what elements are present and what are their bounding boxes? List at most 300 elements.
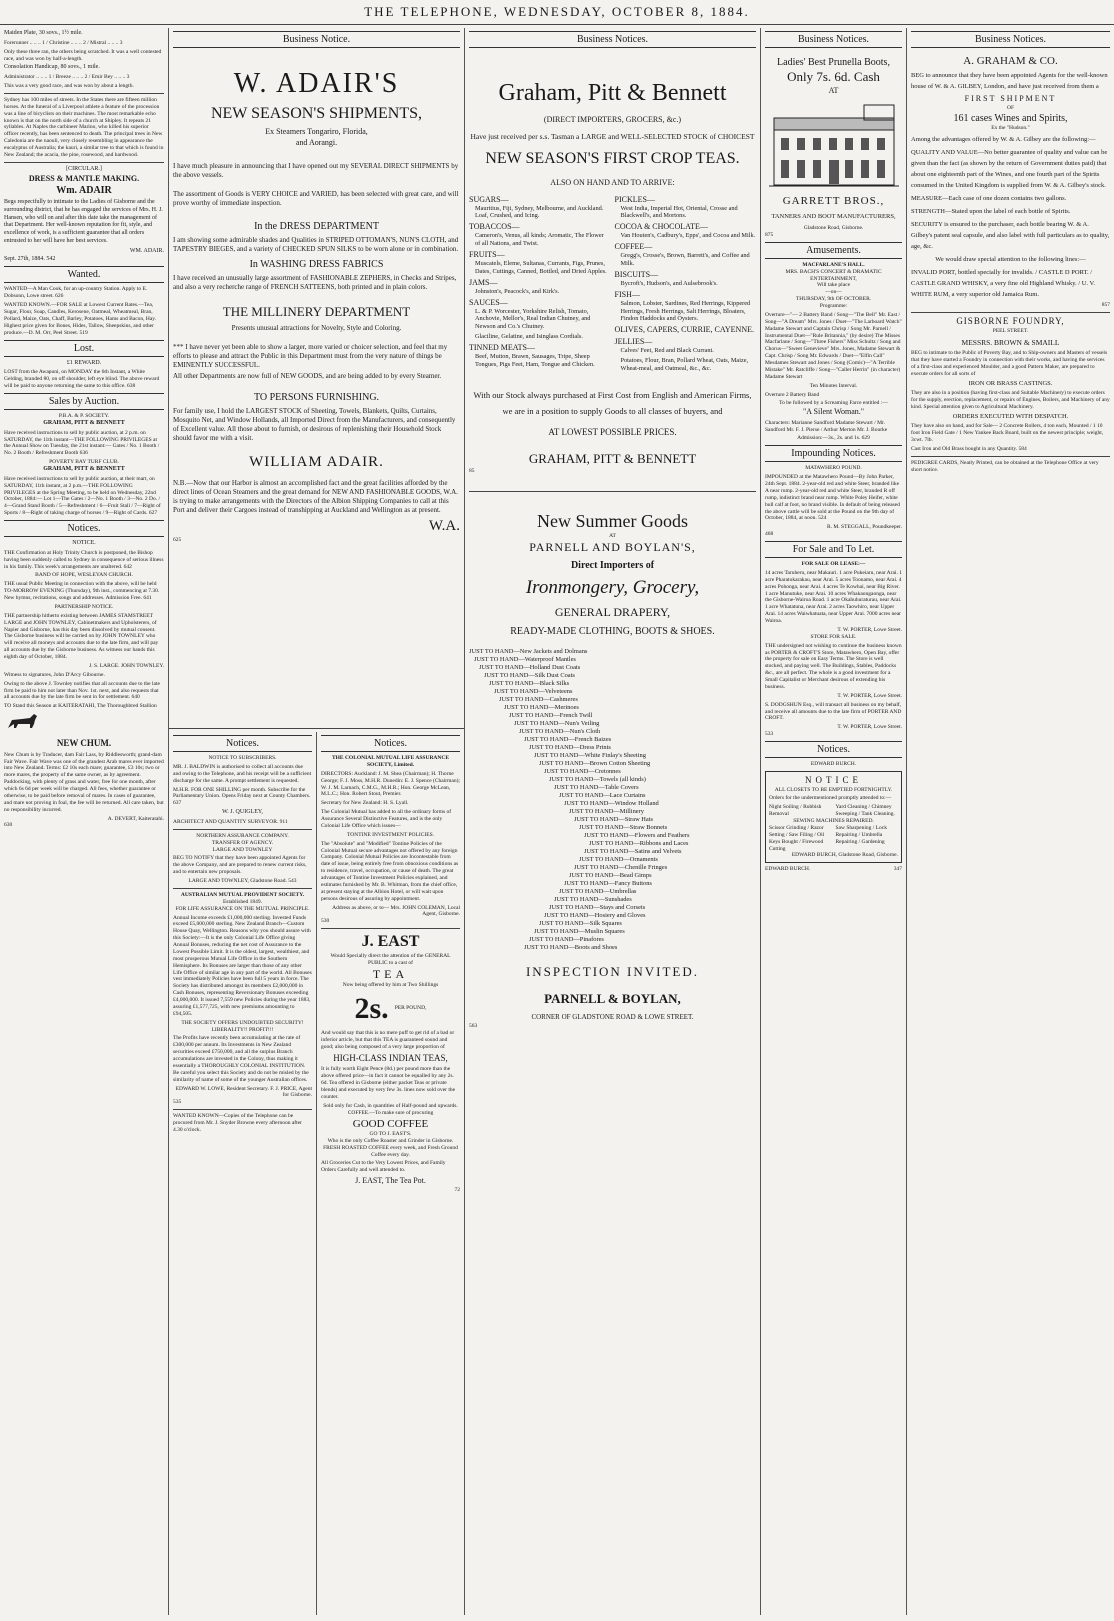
wanted-ad: WANTED KNOWN—Copies of the Telephone can be procured from Mr. J. Snyder Browne every afternoon after 4.30 o'clock. [173, 1113, 302, 1133]
concert-title: MRS. BACH'S CONCERT & DRAMATIC ENTERTAINMENT, [785, 268, 882, 282]
section-heading: Sales by Auction. [4, 393, 164, 410]
section-heading: Notices. [321, 735, 460, 752]
divider [911, 312, 1110, 313]
gpb-list-left [469, 195, 611, 375]
burch-services-right: Yard Cleaning / Chimney Sweeping / Tank Cleaning. [835, 804, 895, 818]
wanted-ad: WANTED—A Man Cook, for an up-country Station. Apply to E. Dobsonn, Lowe street. 626 [4, 286, 148, 300]
auction-body: Have received instructions to sell by public auction, at their mart, on SATURDAY, 11th instant, at 2 p.m.—THE FOLLOWING PRIVILEGES at the Spring Meeting, to be held on Wednesday, 22nd October, 1884:— Lot 1—The Gates / 2—No. 1 Booth / 3—No. 2 Do. / 4—Grand Stand Booth / 5—Refreshment / 6—Fruit Stall / 7—Right of Sports / 8—Right of taking charge of horses / 9—Right of Cards. 627 [4, 475, 161, 517]
adair-dept: TO PERSONS FURNISHING. [253, 392, 380, 404]
gpb-sign: GRAHAM, PITT & BENNETT [528, 450, 697, 466]
concert-farce: "A Silent Woman." [802, 407, 865, 417]
just-to-hand-item: JUST TO HAND—Stays and Corsets [549, 903, 646, 911]
section-heading: Notices. [4, 520, 164, 537]
notice-head: NOTICE TO SUBSCRIBERS. [208, 755, 277, 761]
building-engraving [769, 100, 899, 190]
horse-icon [4, 712, 44, 734]
adair-p1: I have much pleasure in announcing that I have opened out my SEVERAL DIRECT SHIPMENTS by the above vessels. [173, 161, 459, 180]
sale-sign: T. W. PORTER, Lowe Street. [837, 626, 902, 633]
section-heading: For Sale and To Let. [765, 541, 902, 558]
grocery-heading: SAUCES— [469, 297, 508, 307]
graham-quality: QUALITY AND VALUE—No better guarantee of quality and value can be given than the fact (as shown by the return of Government duties paid) that about one eighteenth part of the Wines, and one fourth part of the Spirits consumed in the United Kingdom is supplied from W. & A. Gilbey's stock. [911, 148, 1108, 189]
architect-body: ARCHITECT AND QUANTITY SURVEYOR. 911 [173, 818, 288, 825]
gpb-title: Graham, Pitt & Bennett [498, 80, 727, 106]
section-heading: Business Notice. [173, 31, 460, 48]
foundry-body: They are also in a position (having first-class and Suitable Machinery) to execute orders for the supply, erection, replacement, or repairs of Engines, Boilers, and Machinery of any kind. Special attention given to Agricultural Machinery. [911, 390, 1110, 411]
grocery-items: Bycroft's, Hudson's, and Aulsebrook's. [620, 279, 718, 287]
amp-life: FOR LIFE ASSURANCE ON THE MUTUAL PRINCIPLE. [175, 905, 310, 912]
amp-body: The Profits have recently been accumulating at the rate of £300,000 per annum. Its Investments in New Zealand securities exceed £750,000, and all the surplus Branch accumulations are invested in the Colony, thus making it essentially a THOROUGHLY COLONIAL INSTITUTION. Be careful you select this Society and do not be misled by the similarity of name of some of the younger Australian offices. [173, 1035, 309, 1083]
graham-strength: STRENGTH—Stated upon the label of each bottle of Spirits. [911, 207, 1071, 215]
gpb-lowest: AT LOWEST POSSIBLE PRICES. [548, 427, 677, 438]
grocery-items: West India, Imperial Hot, Oriental, Crosse and Blackwell's, and Mortons. [620, 204, 738, 220]
dress-body: Begs respectfully to intimate to the Ladies of Gisborne and the surrounding district, that he has engaged the services of Mrs. H. J. Hansen, who will on and after this date take the management of that Department. Her well-known reputation for fit, style, and excellence of work, is a sufficient guarantee that all orders entrusted to her will have her best services. [4, 199, 163, 245]
notice-sign: J. S. LARGE. JOHN TOWNLEY. [89, 662, 164, 669]
column-1 [0, 28, 168, 1615]
concert-admission: Admission:—3s., 2s. and 1s. 629 [797, 435, 870, 442]
graham-lines: INVALID PORT, bottled specially for invalids. / CASTLE D PORT. / CASTLE GRAND WHISKY, a very fine old Highland Whisky. / U. V. WHITE RUM, a very superior old Jamaica Rum. [911, 269, 1096, 299]
store-body: S. DODGSHUN Esq., will transact all business on my behalf, and receive all amounts due to the late firm of PORTER AND CROFT. [765, 701, 902, 722]
divider [469, 491, 756, 492]
burch-services-left: Night Soiling / Rubbish Removal [769, 804, 822, 818]
grocery-heading: TINNED MEATS— [469, 342, 535, 352]
just-to-hand-item: JUST TO HAND—Umbrellas [559, 887, 637, 895]
auctioneer-name: GRAHAM, PITT & BENNETT [43, 466, 125, 472]
just-to-hand-item: JUST TO HAND—Straw Bonnets [579, 823, 668, 831]
divider [4, 162, 164, 163]
concert-interval: Ten Minutes Interval. [809, 382, 858, 389]
sale-body: 14 acres Taruheru, near Makauri. 1 acre Pukeiaru, near Arai. 1 acre Pharatokarakau, near Arai. 5 acres Toonamo, near Arai. 4 acres Pohonga, near Arai. 4 acres Te Kowhai, near Big River. 1 acre Manutuke, near Arai. 10 acres Whakaongaonga, near the Gisborne-Wairoa Road. 1 acre Okahuhuraturau, near Arai. 1 acre Whatatuna, near Arai. 2 acres Taowhiro, near Upper Arai. 14 acres Waiwhatuata, near Upper Arai. 7000 acres near Wairoa. [765, 569, 902, 625]
masthead: THE TELEPHONE, WEDNESDAY, OCTOBER 8, 1884. [0, 0, 1114, 25]
adair-ex: and Aorangi. [295, 137, 338, 147]
cml-secretary: Secretary for New Zealand: H. S. Lyall. [321, 800, 409, 807]
divider [173, 1109, 312, 1110]
grocery-items: Gregg's, Crosse's, Brown, Barrett's, and Coffee and Milk. [620, 252, 750, 267]
store-head: STORE FOR SALE. [810, 633, 857, 640]
graham-measure: MEASURE—Each case of one dozen contains two gallons. [911, 194, 1067, 202]
dress-name: Wm. ADAIR [56, 185, 112, 197]
adair-p2: The assortment of Goods is VERY CHOICE and VARIED, has been selected with great care, and will prove worthy of immediate inspection. [173, 190, 459, 208]
adair-nb: N.B.—Now that our Harbor is almost an accomplished fact and the great facilities afforded by the direct lines of Ocean Steamers and the great demand for NEW AND FASHIONABLE GOODS, W.A. is trying to make arrangements with the Directors of the Albion Shipping Companies to call at this Port and deliver their Cargoes instead of transhipping at Auckland and Wellington as at present. [173, 478, 458, 515]
column-4 [761, 28, 906, 1615]
east-per: PER POUND, [394, 1005, 427, 1012]
divider [321, 928, 460, 929]
grocery-entry [469, 222, 611, 248]
cml-tontine: TONTINE INVESTMENT POLICIES. [346, 831, 435, 838]
race-note: Only these three ran, the others being scratched. It was a well contested race, and was won by half-a-length. [4, 48, 162, 62]
just-to-hand-item: JUST TO HAND—Fancy Buttons [564, 879, 652, 887]
grocery-entry [615, 270, 757, 288]
stallion-body: New Chum is by Traducer, dam Fair Lass, by Riddlesworth; grand-dam Fair Wave. Fair Wave was one of the grandest Arab mares ever imported into New Zealand. Terms: £2 10s each mare; guarantee, £3 10s; two or more mares, the property of the same owner, as by agreement. Paddocking, with plenty of grass and water, free for one month, after which 6s 6d per week will be charged. All fees, whether guarantee or otherwise, to be paid before removal of mares. In cases of guarantee, and mare not proving in foal, the fee will be returned. All care taken, but no responsibility incurred. [4, 751, 164, 813]
notice-head: TRANSFER OF AGENCY. [211, 839, 274, 846]
hall-name: MACFARLANE'S HALL. [802, 261, 865, 268]
lost-title: £1 REWARD. [66, 359, 102, 366]
foundry-despatch: ORDERS EXECUTED WITH DESPATCH. [952, 412, 1069, 420]
store-sign: T. W. PORTER, Lowe Street. [837, 724, 902, 731]
pb-direct: Direct Importers of [570, 560, 655, 572]
concert-items: Overture—"— 2 Battery Band / Song—"The Bell" Mr. East / Song—"A Dream" Mrs. Jones / Duet—"The Larboard Watch" Madame Stewart and Captain Chrisp / Song Mr. Parnell / Instrumental Duet—"Rule Britannia," (by desire) The Misses Macfarlane / Song—"Three Fishers" Miss Schultz / Song and Chorus—"Sweet Genevieve" Mrs. Jones, Madame Stewart & Capt. Chrisp / Song Mr. Edwards / Duet—"Elfin Call" Mesdames Stewart and Jones / Song (Comic)—"A Terrible Mistake" Mr. Ratcliffe / Song—"Caller Herrin" (in character) Madame Stewart [765, 311, 902, 380]
graham-draw: We would draw special attention to the following lines:— [935, 256, 1086, 263]
adair-sign: WILLIAM ADAIR. [249, 454, 384, 471]
section-heading: Notices. [173, 735, 312, 752]
grocery-heading: BISCUITS— [614, 269, 659, 279]
column-3 [465, 28, 760, 1615]
adair-dept: In WASHING DRESS FABRICS [249, 258, 384, 270]
foundry-cast: Cast Iron and Old Brass bought in any Quantity. 584 [911, 446, 1027, 452]
grocery-entry [615, 337, 757, 355]
grocery-items: Potatoes, Flour, Bran, Pollard Wheat, Oats, Maize, Wheat-meal, and Oatmeal, &c., &c. [620, 357, 749, 372]
just-to-hand-item: JUST TO HAND—Cashmeres [499, 695, 578, 703]
just-to-hand-item: JUST TO HAND—Muslin Squares [534, 927, 625, 935]
race-results: Forerunner .. .. .. 1 / Christine .. .. .. 2 / Mistral .. .. .. 3 [4, 39, 123, 46]
cml-heading: THE COLONIAL MUTUAL LIFE ASSURANCE SOCIETY, Limited. [331, 755, 450, 768]
east-now: Now being offered by him at Two Shillings [342, 982, 439, 989]
concert-date: THURSDAY, 9th OF OCTOBER. [795, 296, 872, 303]
circular-label: [CIRCULAR.] [66, 165, 102, 172]
east-body: It is fully worth Eight Pence (8d.) per pound more than the above offered price—in fact it cannot be equalled by any 2s. 6d. Tea offered in Gisborne (either packet Teas or private blends) and executed by very few 3s. lines now sold over the counter. [321, 1066, 456, 1100]
burch-box [765, 771, 902, 863]
just-to-hand-item: JUST TO HAND—Table Covers [554, 783, 639, 791]
adair-subtitle: NEW SEASON'S SHIPMENTS, [210, 105, 423, 123]
just-to-hand-item: JUST TO HAND—Merinoes [504, 703, 579, 711]
just-to-hand-item: JUST TO HAND—Towels (all kinds) [549, 775, 646, 783]
grocery-entry [615, 195, 757, 221]
ad-number: 72 [454, 1186, 460, 1193]
burch-footer: EDWARD BURCH. [765, 866, 811, 873]
adair-body: Presents unusual attractions for Novelty, Style and Coloring. [231, 323, 402, 332]
impound-head: MATAWHERO POUND. [805, 465, 862, 472]
stallion-name: NEW CHUM. [56, 738, 112, 749]
adair-initials: W.A. [428, 518, 460, 535]
just-to-hand-item: JUST TO HAND—French Twill [509, 711, 593, 719]
store-body: THE undersigned not wishing to continue the business known as PORTER & CROFT'S Store, Matawhero, Open Bay, offer the property for sale on Easy Terms. The Store is well stocked, and paying well. The Buildings, Stables, Paddocks &c., are all perfect. The whole is a good investment for a Small Capitalist or Merchant desirous of extending his business. [765, 642, 902, 690]
section-heading: Wanted. [4, 266, 164, 283]
grocery-entry [615, 242, 757, 268]
grocery-entry [469, 343, 611, 369]
graham-of: OF [1006, 104, 1015, 111]
grocery-items: Muscatels, Eleme, Sultanas, Currants, Figs, Prunes, Dates, Cuttings, Canned, Bottled, and Dried Apples. [475, 259, 607, 275]
grocery-heading: COCOA & CHOCOLATE— [614, 222, 708, 232]
grocery-items: Johnston's, Peacock's, and Kirk's. [475, 287, 560, 295]
burch-notice: NOTICE [805, 774, 862, 785]
section-heading: Notices. [765, 741, 902, 758]
just-to-hand-item: JUST TO HAND—Lace Curtains [559, 791, 646, 799]
just-to-hand-item: JUST TO HAND—Silk Squares [539, 919, 622, 927]
notice-body: MR. J. BALDWIN is authorised to collect all accounts due and owing to the Telephone, and his receipt will be a sufficient discharge for the same. A prompt settlement is requested. [173, 763, 312, 784]
ad-number: 85 [469, 467, 475, 474]
concert-programme: Programme: [819, 303, 848, 310]
auction-head: P.B.A. & P. SOCIETY. [58, 412, 110, 419]
pb-ironmongery: Ironmongery, Grocery, [525, 577, 700, 599]
divider [173, 829, 312, 830]
just-to-hand-item: JUST TO HAND—New Jackets and Dolmans [469, 647, 588, 655]
grocery-entry [615, 222, 757, 240]
burch-closets: ALL CLOSETS TO BE EMPTIED FORTNIGHTLY. [774, 786, 893, 793]
foundry-forsale: They have also on hand, and for Sale— 2 Concrete Rollers, 4 ton each, Mounted / 1 10 foot Iron Field Gate / 1 New Yankee Back Board, built on the newest principle; weight, 3cwt. 7lb. [911, 423, 1104, 444]
just-to-hand-item: JUST TO HAND—Nun's Cloth [519, 727, 601, 735]
just-to-hand-item: JUST TO HAND—Flowers and Feathers [584, 831, 690, 839]
adair-dept: THE MILLINERY DEPARTMENT [222, 303, 411, 319]
just-to-hand-item: JUST TO HAND—Chenille Fringes [574, 863, 668, 871]
lost-body: LOST from the Awapuni, on MONDAY the 6th Instant, a White Gelding, branded 80, on off shoulder, left eye blind. The above reward will be paid to anyone returning the same to this office. 638 [4, 369, 160, 390]
notice-head: BAND OF HOPE, WESLEYAN CHURCH. [35, 572, 133, 579]
dress-title: DRESS & MANTLE MAKING. [28, 173, 140, 183]
divider [173, 888, 312, 889]
foundry-street: PEEL STREET. [992, 327, 1029, 334]
grocery-items: L. & P. Worcester, Yorkshire Relish, Tomato, Anchovie, Mellor's, Real Indian Chutney, and Newson and Co.'s Chutney. [475, 307, 591, 331]
divider [911, 456, 1110, 457]
concert-overture: Overture 2 Battery Band [765, 391, 820, 398]
adair-body: I have received an unusually large assortment of FASHIONABLE ZEPHERS, in Checks and Stripes, and also a very recherche range of FRENCH SATTEENS, both printed and in plain colors. [173, 273, 457, 291]
ad-number: 875 [765, 231, 774, 238]
grocery-entry [615, 325, 757, 335]
cml-address: Address as above, or to— Mrs. JOHN COLEMAN, Local Agent, Gisborne. [332, 904, 460, 918]
divider [4, 93, 164, 94]
just-to-hand-item: JUST TO HAND—Holland Dust Coats [479, 663, 581, 671]
grocery-heading: TOBACCOS— [469, 222, 520, 232]
east-cash: Sold only for Cash, in quantities of Half-pound and upwards. [323, 1102, 458, 1109]
burch-name: EDWARD BURCH. [810, 761, 857, 768]
cml-directors: DIRECTORS: Auckland: J. M. Shea (Chairman); H. Thorne George; F. J. Moss, M.H.R. Dunedin: E. J. Spence (Chairman); W. J. M. Larnach, C.M.G., M.H.R.; Hon. George McLean, M.L.C.; Hon. Robert Stout, Premier. [321, 770, 460, 798]
foundry-name: GISBORNE FOUNDRY, [956, 316, 1065, 327]
grocery-entry [469, 333, 611, 341]
just-to-hand-list [469, 648, 756, 952]
grocery-items: Cameron's, Venus, all kinds; Aromatic, The Flower of all Nations, and Twist. [475, 232, 604, 248]
graham-wines: 161 cases Wines and Spirits, [953, 112, 1068, 124]
grocery-entry [469, 250, 611, 276]
burch-sewing: SEWING MACHINES REPAIRED. [793, 818, 874, 825]
gpb-received: Have just received per s.s. Tasman a LARGE and WELL-SELECTED STOCK of CHOICEST [470, 131, 755, 141]
east-coffee: GOOD COFFEE [352, 1117, 429, 1130]
just-to-hand-item: JUST TO HAND—Satins and Velvets [584, 847, 682, 855]
just-to-hand-item: JUST TO HAND—Hosiery and Gloves [544, 911, 646, 919]
grocery-entry [615, 357, 757, 373]
garrett-price: Only 7s. 6d. Cash [787, 69, 880, 84]
just-to-hand-item: JUST TO HAND—Window Holland [564, 799, 659, 807]
pedigree-cards: PEDIGREE CARDS, Neatly Printed, can be obtained at the Telephone Office at very short notice. [911, 459, 1099, 473]
notice-body: M.H.R. FOR ONE SHILLING per month. Subscribe for the Parliamentary Union. Opens Friday next at County Chambers. 637 [173, 786, 311, 807]
foundry-castings: IRON OR BRASS CASTINGS. [968, 379, 1053, 387]
notice-body: Owing to the above J. Townley notifies that all accounts due to the late firm be paid to him not later than Nov. 1st. next, and also requests that all accounts due by the late firm be sent in for settlement. 640 [4, 680, 160, 701]
impound-body: IMPOUNDED at the Matawhero Pound—By John Parker, 24th Sept. 1884. 2-year-old red and white Steer, branded like A near rump. 2-year-old red and white Steer, branded R off rump, indistinct brand near rump. White Poley Heifer, white bull calf at foot, no brand visible. In default of being released the above cattle will be sold at the Pound on the 9th day of October, 1884, at noon. 524 [765, 474, 900, 522]
east-fresh: FRESH ROASTED COFFEE every week, and Fresh Ground Coffee every day. [323, 1144, 458, 1158]
grocery-heading: FRUITS— [469, 249, 505, 259]
just-to-hand-item: JUST TO HAND—Cretonnes [544, 767, 621, 775]
column-2-top [169, 28, 464, 728]
graham-ex: Ex the "Hudson." [991, 124, 1030, 131]
just-to-hand-item: JUST TO HAND—Waterproof Mantles [474, 655, 576, 663]
concert-farce-intro: To be followed by a Screaming Farce entitled :— [779, 400, 888, 407]
grocery-items: Mauritius, Fiji, Sydney, Melbourne, and Auckland. Loaf, Crushed, and Icing. [475, 204, 604, 220]
east-intro: Would Specially direct the attention of the GENERAL PUBLIC to a cast of [330, 952, 451, 966]
garrett-tanners: TANNERS AND BOOT MANUFACTURERS, [771, 212, 896, 220]
dress-date: Sept. 27th, 1884. 542 [4, 255, 56, 262]
grocery-heading: PICKLES— [614, 194, 655, 204]
east-roaster: Who is the only Coffee Roaster and Grinder in Gisborne. [327, 1137, 454, 1144]
east-tea: TEA [372, 966, 409, 981]
east-groceries: All Groceries Cut to the Very Lowest Prices, and Family Orders Carefully and well attended to. [321, 1160, 446, 1174]
east-price: 2s. [354, 992, 389, 1026]
ad-number: 347 [893, 866, 902, 873]
notice-title: NOTICE. [72, 540, 96, 547]
just-to-hand-item: JUST TO HAND—Nun's Veiling [514, 719, 600, 727]
stallion-sign: A. DEVERT, Kaiteratahi. [107, 815, 164, 822]
east-sign: J. EAST, The Tea Pot. [355, 1176, 426, 1186]
east-name: J. EAST [361, 933, 420, 951]
race-note: This was a very good race, and was won by about a length. [4, 83, 134, 90]
grocery-entry [469, 195, 611, 221]
notice-body: THE Confirmation at Holy Trinity Church is postponed, the Bishop having been suddenly called to Sydney in consequence of serious illness in his family. This week's arrangements are unaltered. 642 [4, 549, 164, 570]
east-indian: HIGH-CLASS INDIAN TEAS, [333, 1052, 448, 1063]
amp-sign: EDWARD W. LOWE, Resident Secretary. F. J. PRICE, Agent for Gisborne. [175, 1085, 312, 1099]
concert-characters: Characters: Marianne Sandford Madame Stewart / Mr. Sandford Mr. F. J. Pierse / Arthur Merton Mr. J. Bourke [765, 419, 888, 433]
architect-name: W. J. QUIGLEY, [222, 809, 263, 816]
impound-sign: R. M. STEGGALL, Poundkeeper. [826, 524, 902, 531]
pb-drapery: GENERAL DRAPERY, [554, 605, 671, 620]
burch-sign: EDWARD BURCH, Gladstone Road, Gisborne. [791, 852, 898, 859]
column-2-bottom-left [169, 732, 316, 1615]
east-go: GO TO J. EAST'S. [369, 1130, 412, 1137]
graham-security: SECURITY is ensured to the purchaser, each bottle bearing W. & A. Gilbey's patent seal capsule, and also label with full particulars as to quality, age, &c. [911, 220, 1110, 250]
ad-number: 468 [765, 531, 774, 538]
race-results: Administrator .. .. .. 1 / Breeze .. .. .. 2 / Emir Bey .. .. .. 3 [4, 74, 130, 81]
adair-body: I am showing some admirable shades and Qualities in STRIPED OTTOMAN'S, NUN'S CLOTH, and TAPESTRY BIEGES, and a variety of CHECKED SPUN SILKS to be worn alone or in combination. [173, 236, 459, 254]
notice-head: LARGE AND TOWNLEY [212, 846, 273, 853]
notice-body: THE partnership hitherto existing between JAMES STAMSTREET LARGE and JOHN TOWNLEY, Cabinetmakers and Upholsterers, of Napier and Gisborne, has this day been dissolved by mutual consent. The Gisborne business will be carried on by JOHN TOWNLEY who will receive all moneys and accounts due to the late firm, and will pay all accounts due by the Gisborne business. As witness our hands this eighth day of October, 1884. [4, 612, 159, 661]
amp-heading: AUSTRALIAN MUTUAL PROVIDENT SOCIETY. [180, 891, 305, 898]
garrett-address: Gladstone Road, Gisborne. [803, 225, 864, 232]
burch-orders: Orders for the undermentioned promptly attended to:— [769, 795, 892, 802]
race-title: Maiden Plate, 30 sovs., 1½ mile. [4, 30, 83, 36]
burch-grind-right: Saw Sharpening / Lock Repairing / Umbrella Repairing / Gardening [835, 824, 887, 845]
ad-number: 630 [4, 822, 13, 829]
just-to-hand-item: JUST TO HAND—Bead Gimps [569, 871, 652, 879]
burch-grind-left: Scissor Grinding / Razor Setting / Saw Filing / Oil Keys Bought / Firewood Cutting [769, 824, 825, 852]
graham-first: FIRST SHIPMENT [964, 94, 1057, 104]
grocery-entry [469, 278, 611, 296]
grocery-items: Beef, Mutton, Brawn, Sausages, Tripe, Sheep Tongues, Pigs Feet, Ham, Tongue and Chicken. [475, 352, 595, 368]
dress-sign: WM. ADAIR. [129, 247, 164, 254]
notice-body: THE usual Public Meeting in connection with the above, will be held TO-MORROW EVENING (Thursday), 9th inst., commencing at 7.30. New hymns, recitations, songs and addresses. Admission Free. 641 [4, 581, 160, 602]
just-to-hand-item: JUST TO HAND—Boots and Shoes [524, 943, 618, 951]
gpb-also: ALSO ON HAND AND TO ARRIVE: [550, 178, 675, 188]
section-heading: Lost. [4, 340, 164, 357]
amp-offers: THE SOCIETY OFFERS UNDOUBTED SECURITY! LIBERALITY!! PROFIT!!! [181, 1019, 304, 1033]
adair-ex: Ex Steamers Tongariro, Florida, [265, 127, 368, 137]
grocery-heading: SUGARS— [469, 194, 509, 204]
grocery-items: Salmon, Lobster, Sardines, Red Herrings, Kippered Herrings, Fresh Herrings, Salt Herrings, Bloaters, Findon Haddocks and Oysters. [620, 299, 751, 323]
horizontal-rule [169, 728, 464, 729]
gpb-direct: (DIRECT IMPORTERS, GROCERS, &c.) [543, 115, 682, 125]
wanted-ad: WANTED KNOWN.—FOR SALE at Lowest Current Rates.—Tea, Sugar, Flour, Soap, Candles, Kerosene, Oatmeal, Wheatmeal, Bran, Pollard, Maize, Oats, Chaff, Barley, Potatoes, Hams and Bacon, Hay. Highest price given for Bones, Hides, Tallow, Sheepskins, and other produce.—D. M. Orr, Peel Street. 519 [4, 302, 157, 336]
just-to-hand-item: JUST TO HAND—Silk Dust Coats [484, 671, 575, 679]
notice-head: PARTNERSHIP NOTICE. [54, 603, 114, 610]
notice-body: BEG TO NOTIFY that they have been appointed Agents for the above Company, and are prepared to renew current risks, and to entertain new proposals. [173, 855, 307, 876]
just-to-hand-item: JUST TO HAND—Ribbons and Laces [589, 839, 689, 847]
east-body: And would say that this is no mere puff to get rid of a bad or inferior article, but that this TEA is guaranteed sound and good; also being composed of a very large proportion of [321, 1030, 455, 1050]
foundry-owners: MESSRS. BROWN & SMAILL [961, 337, 1060, 347]
pb-sign: PARNELL & BOYLAN, [544, 990, 681, 1006]
sale-title: FOR SALE OR LEASE:— [801, 561, 866, 568]
ad-number: 625 [173, 536, 182, 543]
concert-on: —on— [825, 289, 842, 296]
grocery-items: Calves' Feet, Red and Black Currant. [620, 347, 714, 355]
grocery-heading: OLIVES, CAPERS, CURRIE, CAYENNE. [614, 325, 754, 335]
gpb-teas: NEW SEASON'S FIRST CROP TEAS. [485, 150, 740, 168]
garrett-name: GARRETT BROS., [782, 195, 885, 208]
section-heading: Amusements. [765, 242, 902, 259]
section-heading: Business Notices. [469, 31, 756, 48]
just-to-hand-item: JUST TO HAND—Velveteens [494, 687, 573, 695]
grocery-heading: FISH— [614, 289, 640, 299]
column-5 [907, 28, 1114, 1615]
pb-ready: READY-MADE CLOTHING, BOOTS & SHOES. [510, 625, 715, 637]
store-sign: T. W. PORTER, Lowe Street. [837, 692, 902, 699]
adair-title: W. ADAIR'S [233, 68, 400, 99]
ad-number: 535 [173, 1099, 182, 1106]
notice-witness: Witness to signatures, John D'Arcy Gibourne. [4, 671, 105, 678]
gpb-list-right [615, 195, 757, 375]
grocery-heading: JAMS— [469, 277, 498, 287]
foundry-body: BEG to intimate to the Public of Poverty Bay, and to Ship-owners and Masters of vessels that they have started a Foundry in connection with their works, and having the services of a first-class and experienced Moulder, and a good Pattern Maker, are prepared to execute orders for all sorts of [911, 350, 1108, 377]
adair-body: For family use, I hold the LARGEST STOCK of Sheeting, Towels, Blankets, Quilts, Curtains, Mosquito Net, and Window Hollands, all Imported Direct from the Manufacturers, and consequently of Excellent value. All those about to furnish, or desirous of replenishing their Household Stock should favor me with a visit. [173, 407, 456, 443]
race-title: Consolation Handicap, 80 sovs., 1 mile. [4, 64, 100, 71]
adair-dept: In the DRESS DEPARTMENT [254, 221, 379, 233]
just-to-hand-item: JUST TO HAND—French Baizes [524, 735, 612, 743]
garrett-boots: Ladies' Best Prunella Boots, [777, 57, 890, 68]
section-heading: Business Notices. [765, 31, 902, 48]
adair-body: All other Departments are now full of NEW GOODS, and are being added to by every Steamer. [173, 371, 442, 380]
pb-new-summer: New Summer Goods [537, 510, 688, 531]
amp-established: Established 1849. [222, 898, 263, 905]
auctioneer-name: GRAHAM, PITT & BENNETT [43, 419, 125, 426]
just-to-hand-item: JUST TO HAND—Brown Cotton Sheeting [539, 759, 651, 767]
ad-number: 563 [469, 1022, 478, 1029]
cml-body: The Colonial Mutual has added to all the ordinary forms of Assurance Several Distinctive Features, and is the only Colonial Life Office which issues— [321, 809, 452, 829]
grocery-heading: COFFEE— [614, 242, 653, 252]
auction-head: POVERTY BAY TURF CLUB. [49, 459, 119, 466]
grocery-heading: JELLIES— [614, 337, 653, 347]
gpb-stock: With our Stock always purchased at First Cost from English and American Firms, we are in a position to supply Goods to all classes of buyers, and [473, 389, 752, 416]
adair-body: *** I have never yet been able to show a larger, more varied or choicer selection, and feel that my efforts to please and attract the Public in this Department must from the very nature of things be EMINENTLY SUCCESSFUL. [173, 342, 448, 369]
just-to-hand-item: JUST TO HAND—Millinery [569, 807, 644, 815]
graham-name: A. GRAHAM & CO. [963, 55, 1058, 67]
grocery-entry [469, 298, 611, 332]
graham-among: Among the advantages offered by W. & A. Gilbey are the following:— [911, 135, 1096, 143]
grocery-entry [615, 290, 757, 324]
pb-inspection: INSPECTION INVITED. [525, 963, 700, 979]
section-heading: Impounding Notices. [765, 445, 902, 462]
section-heading: Business Notices. [911, 31, 1110, 48]
grocery-items: Van Houten's, Cadbury's, Epps', and Cocoa and Milk. [620, 232, 756, 240]
just-to-hand-item: JUST TO HAND—Straw Hats [574, 815, 653, 823]
grocery-items: Glaciline, Gelatine, and Isinglass Cordials. [475, 333, 583, 341]
just-to-hand-item: JUST TO HAND—Sunshades [554, 895, 632, 903]
garrett-at: AT [828, 85, 839, 95]
amp-body: Annual Income exceeds £1,000,000 sterling. Invested Funds exceed £5,000,000 sterling. New Zealand Branch—Custom House Quay, Wellington. Reasons why you should assure with this Society:—It is the only Colonial Life Office giving Annual Bonuses, reducing the net cost of Assurance to the Lowest Possible Limit. It is the oldest, largest, wealthiest, and most prosperous Mutual Life Office in the Southern Hemisphere. Its Bonuses are larger than those of any other Life Office of similar age in any part of the world. All Bonuses vest immediately Policies have been full 5 years in force. The Society has distributed amongst its members £2,000,000 in Cash Bonuses, representing Reversionary Bonuses exceeding £4,000,000. It issued 7,559 new Policies during the year 1883, assuring £1,577,725, with new premiums amounting to £94,505. [173, 914, 312, 1017]
concert-will: Will take place [816, 282, 851, 289]
just-to-hand-item: JUST TO HAND—Pinafores [529, 935, 604, 943]
column-2-bottom-right [317, 732, 464, 1615]
just-to-hand-item: JUST TO HAND—Black Silks [489, 679, 570, 687]
notice-sign: LARGE AND TOWNLEY, Gladstone Road. 543 [188, 878, 297, 885]
ad-number: 533 [765, 731, 774, 738]
stallion-head: TO Stand this Season at KAITERATAHI, The Thoroughbred Stallion [4, 703, 157, 710]
just-to-hand-item: JUST TO HAND—Dress Prints [529, 743, 611, 751]
ad-number: 530 [321, 918, 330, 925]
auction-body: Have received instructions to sell by public auction, at 2 p.m. on SATURDAY, the 11th instant—THE FOLLOWING PRIVILEGES at the Annual Show on Tuesday, the 21st instant:— Gates / No. 1 Booth / No. 2 Booth / Refreshment Booth 636 [4, 429, 160, 457]
pb-name: PARNELL AND BOYLAN'S, [529, 539, 696, 554]
cml-body: The "Absolute" and "Modified" Tontine Policies of the Colonial Mutual secure advantages not offered by any foreign Company. Colonial Mutual Policies are Incontestable from date of issue, being entirely free from obnoxious conditions as to residence, travel, occupation, or cause of death. The great advantages of Tontine Investment Policies explained, and estimates furnished by Mr. B. Whitman, from the chief office, at present staying at the Albion Hotel, or will wait upon persons desirous of assuring by appointment. [321, 840, 459, 902]
